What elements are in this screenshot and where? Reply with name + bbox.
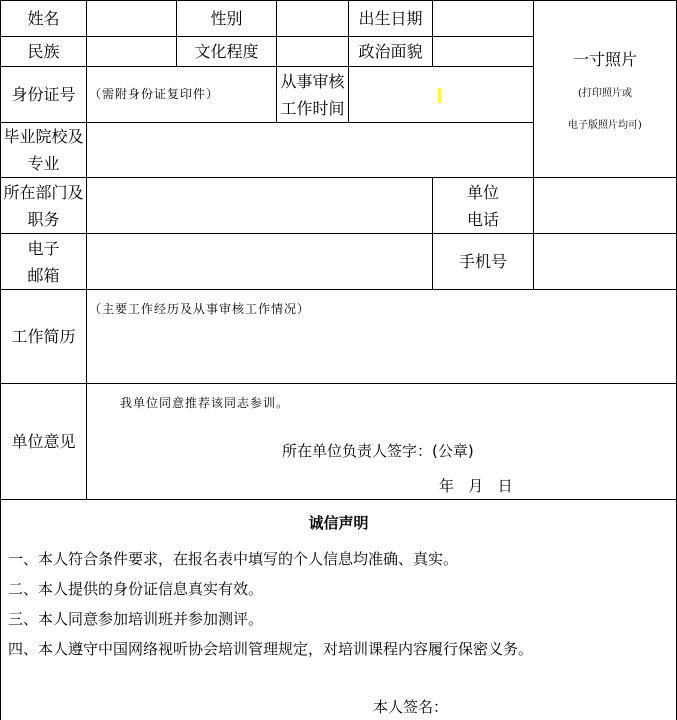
education-label: 文化程度 xyxy=(194,42,259,61)
unit-phone-label-line-1: 单位 xyxy=(466,182,499,202)
department-label xyxy=(1,178,86,233)
review-time-label-line-2: 工作时间 xyxy=(280,98,345,118)
department-label-line-1: 所在部门及 xyxy=(3,182,84,202)
review-time-label xyxy=(277,67,348,122)
name-input[interactable] xyxy=(87,1,176,36)
id-number-hint: （需附身份证复印件） xyxy=(89,87,220,101)
unit-opinion-label: 单位意见 xyxy=(11,432,76,451)
school-input[interactable] xyxy=(87,123,533,177)
declaration-item-1: 一、本人符合条件要求，在报名表中填写的个人信息均准确、真实。 xyxy=(8,550,459,568)
text-cursor-highlight xyxy=(438,88,441,103)
signature-label: 本人签名： xyxy=(373,698,449,716)
ethnicity-input[interactable] xyxy=(87,37,176,66)
id-number-label: 身份证号 xyxy=(11,85,76,104)
unit-opinion-text: 我单位同意推荐该同志参训。 xyxy=(120,396,290,410)
ethnicity-label: 民族 xyxy=(27,42,60,61)
school-label xyxy=(1,123,86,177)
photo-note-1: (打印照片或 xyxy=(578,88,632,99)
photo-area[interactable] xyxy=(534,1,676,177)
grid-line xyxy=(0,499,677,500)
review-time-input[interactable] xyxy=(349,67,533,122)
resume-hint: （主要工作经历及从事审核工作情况） xyxy=(89,302,311,316)
birth-date-input[interactable] xyxy=(433,1,533,36)
school-label-line-1: 毕业院校及 xyxy=(3,127,84,146)
unit-phone-input[interactable] xyxy=(534,178,676,233)
unit-head-signature-label: 所在单位负责人签字：(公章) xyxy=(282,442,474,460)
unit-opinion-area[interactable] xyxy=(87,384,676,499)
department-input[interactable] xyxy=(87,178,432,233)
unit-phone-label-line-2: 电话 xyxy=(466,209,499,229)
photo-title: 一寸照片 xyxy=(572,49,637,69)
unit-opinion-date: 年 月 日 xyxy=(439,477,513,495)
political-status-input[interactable] xyxy=(433,37,533,66)
email-label-line-2: 邮箱 xyxy=(27,265,60,285)
declaration-item-3: 三、本人同意参加培训班并参加测评。 xyxy=(8,610,264,628)
gender-input[interactable] xyxy=(277,1,348,36)
declaration-item-2: 二、本人提供的身份证信息真实有效。 xyxy=(8,580,264,598)
email-label xyxy=(1,234,86,289)
email-label-line-1: 电子 xyxy=(27,238,60,258)
school-label-line-2: 专业 xyxy=(27,154,60,173)
birth-date-label: 出生日期 xyxy=(358,9,423,28)
unit-phone-label xyxy=(433,178,533,233)
education-input[interactable] xyxy=(277,37,348,66)
name-label: 姓名 xyxy=(27,9,60,28)
declaration-title: 诚信声明 xyxy=(308,514,369,532)
id-number-input[interactable] xyxy=(87,67,276,122)
political-status-label: 政治面貌 xyxy=(358,42,423,61)
review-time-label-line-1: 从事审核 xyxy=(280,71,345,91)
signature-input[interactable] xyxy=(455,692,655,718)
email-input[interactable] xyxy=(87,234,432,289)
resume-input[interactable] xyxy=(87,290,676,383)
resume-label: 工作简历 xyxy=(11,327,76,346)
gender-label: 性别 xyxy=(210,9,243,28)
mobile-label: 手机号 xyxy=(458,252,507,271)
declaration-item-4: 四、本人遵守中国网络视听协会培训管理规定，对培训课程内容履行保密义务。 xyxy=(8,640,534,658)
mobile-input[interactable] xyxy=(534,234,676,289)
department-label-line-2: 职务 xyxy=(27,209,60,229)
photo-note-2: 电子版照片均可) xyxy=(568,120,642,131)
